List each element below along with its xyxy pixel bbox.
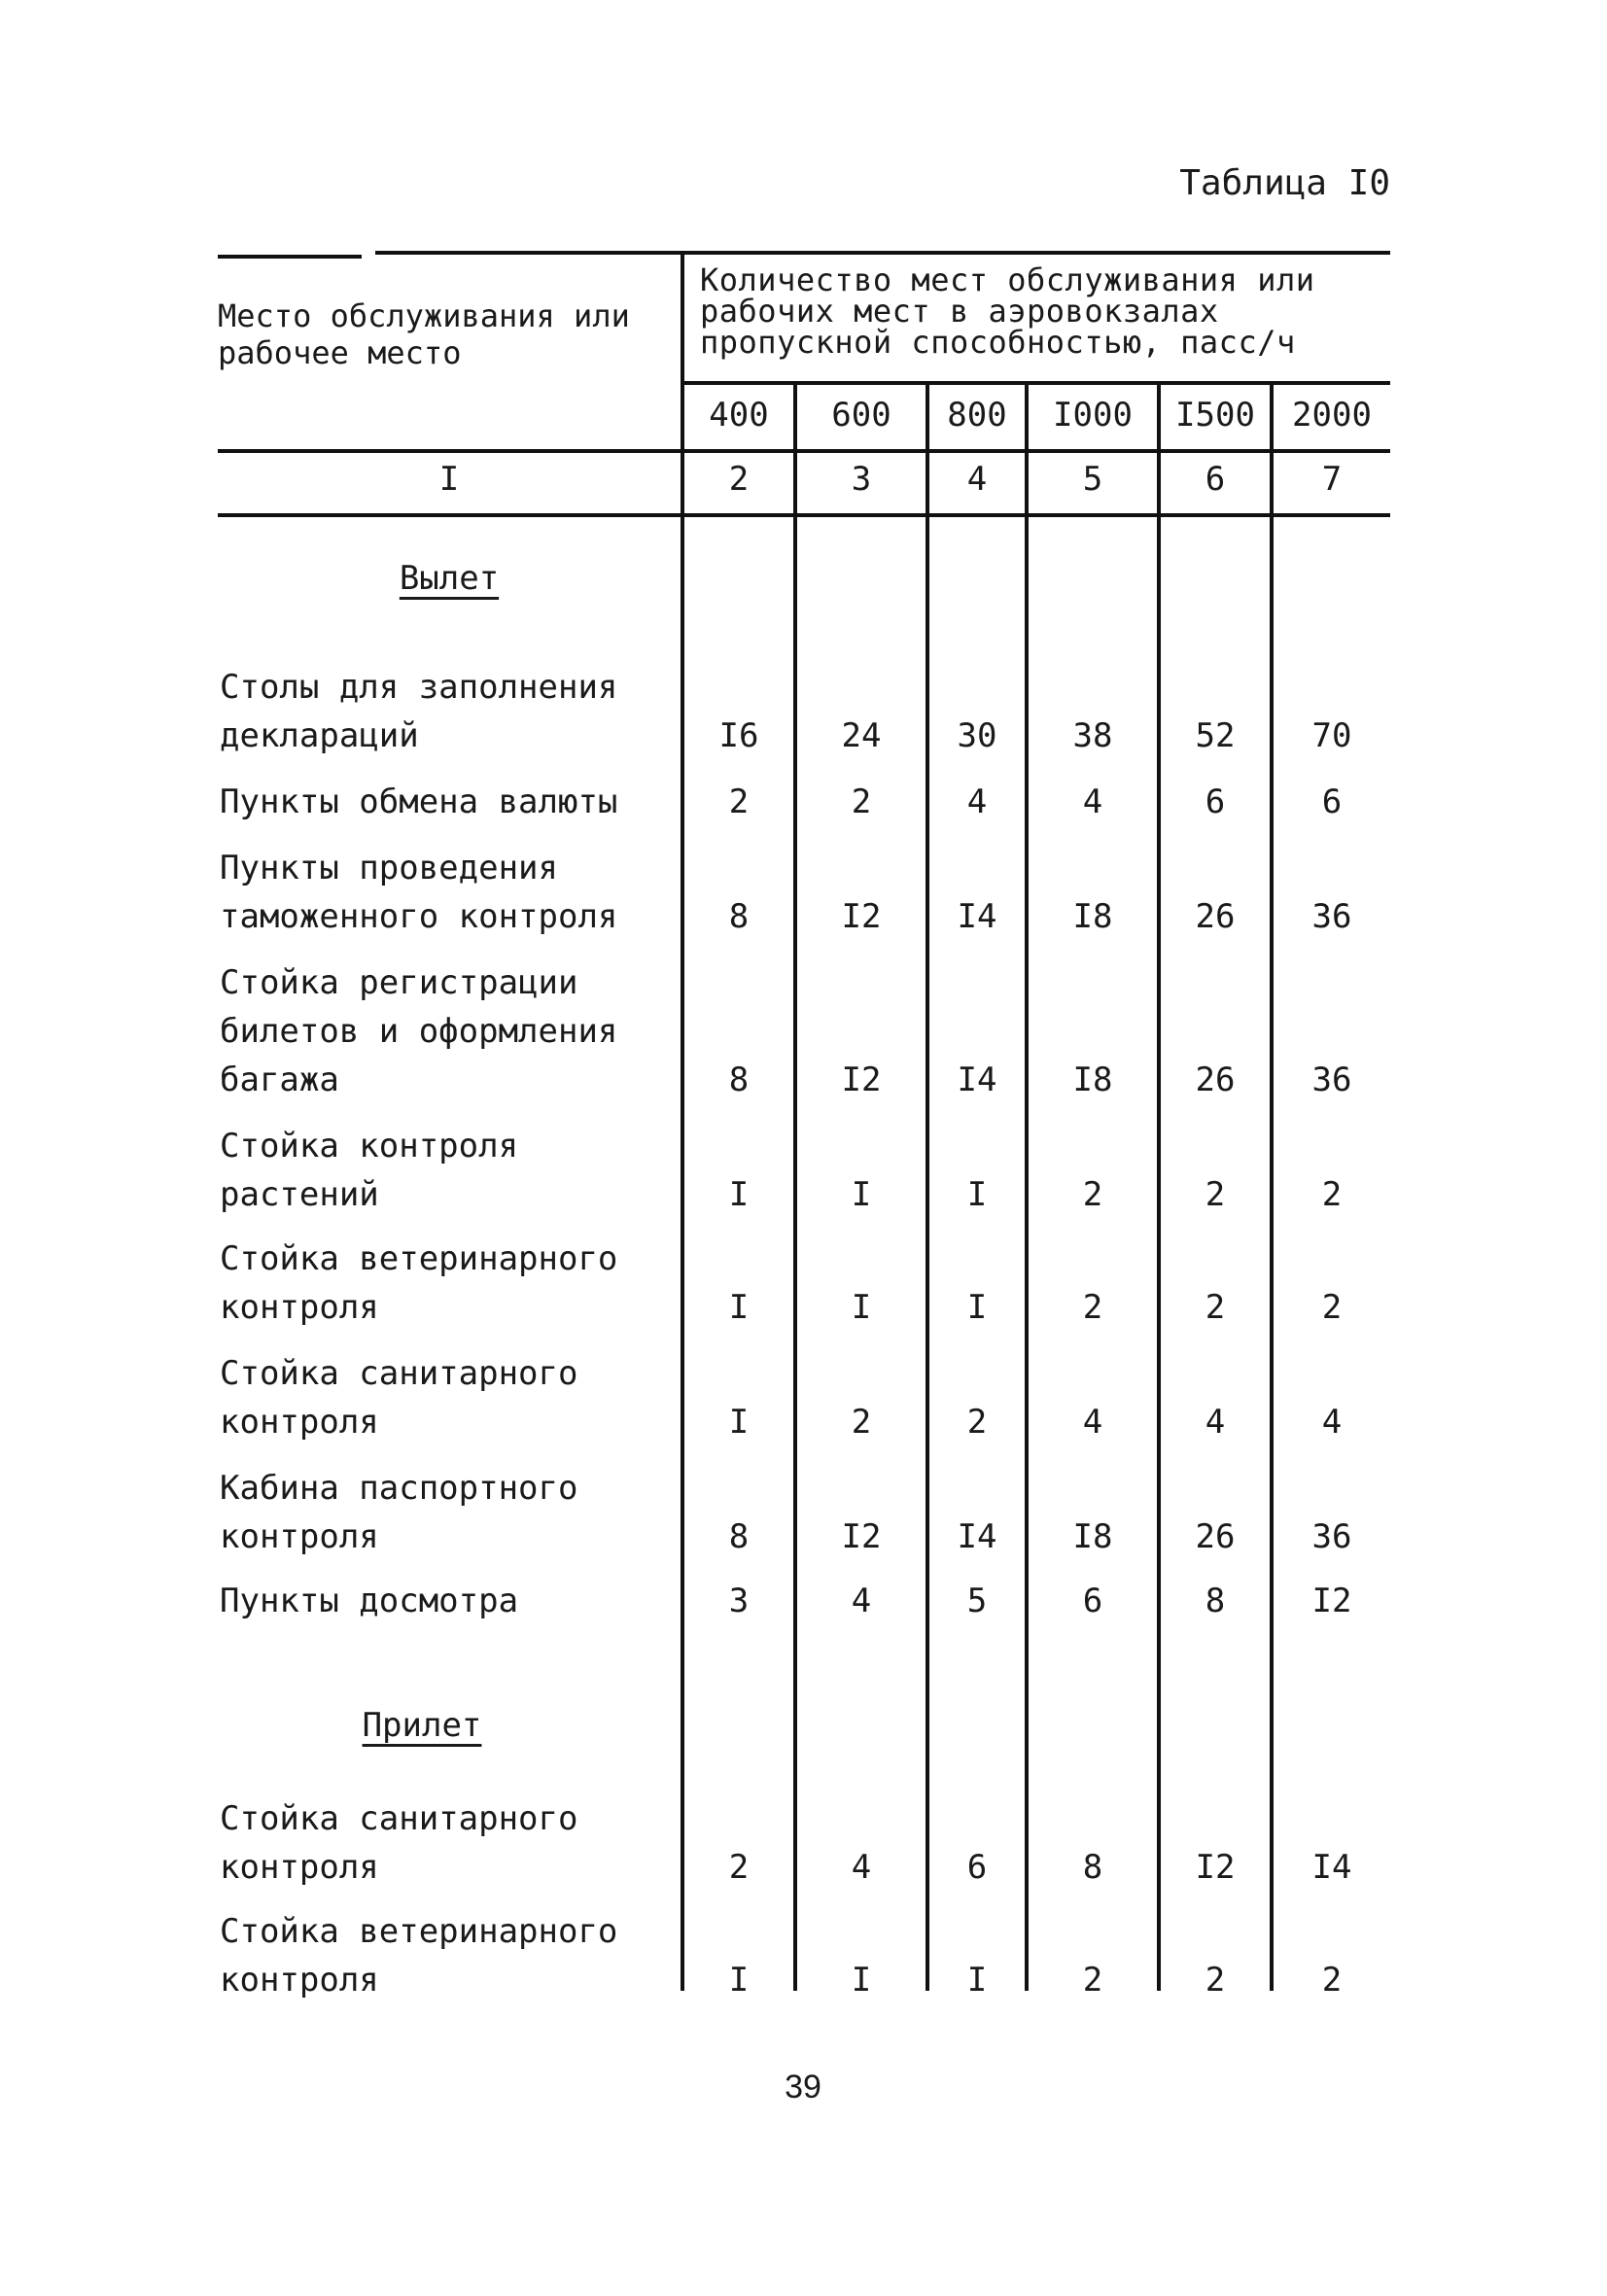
table-cell: 2: [851, 783, 872, 821]
table-cell: 4: [851, 1848, 872, 1887]
capacities-rule: [218, 449, 1390, 453]
table-cell: 70: [1311, 716, 1352, 755]
table-caption: Таблица I0: [1179, 163, 1390, 203]
table-cell: 8: [1205, 1582, 1226, 1620]
row-label: Пункты досмотра: [220, 1582, 519, 1620]
col-divider-1: [681, 251, 684, 1991]
table-cell: 2: [851, 1403, 872, 1442]
table-cell: 2: [728, 1848, 750, 1887]
table-cell: I: [966, 1175, 988, 1214]
header-sub-rule: [681, 381, 1390, 385]
capacity-400: 400: [709, 396, 769, 435]
table-cell: 8: [728, 897, 750, 936]
column-number-2: 2: [728, 460, 750, 499]
section-title-departure: Вылет: [399, 559, 500, 598]
table-cell: 4: [1082, 1403, 1103, 1442]
table-cell: 2: [1082, 1175, 1103, 1214]
row-label: Стойка контроля растений: [220, 1127, 519, 1214]
table-cell: 8: [1082, 1848, 1103, 1887]
table-cell: 36: [1311, 897, 1352, 936]
table-cell: 2: [966, 1403, 988, 1442]
table-cell: 26: [1195, 1061, 1236, 1099]
column-number-4: 4: [966, 460, 988, 499]
table-cell: 8: [728, 1517, 750, 1556]
table-cell: 4: [1205, 1403, 1226, 1442]
capacity-800: 800: [947, 396, 1007, 435]
table-cell: 24: [841, 716, 882, 755]
row-label: Пункты обмена валюты: [220, 783, 618, 821]
table-cell: I4: [957, 1517, 997, 1556]
table-cell: I: [728, 1961, 750, 2000]
table-cell: 4: [1082, 783, 1103, 821]
table-cell: 4: [851, 1582, 872, 1620]
row-label: Стойка санитарного контроля: [220, 1354, 578, 1442]
table-cell: I4: [957, 897, 997, 936]
table-cell: I: [728, 1403, 750, 1442]
table-cell: 6: [1321, 783, 1343, 821]
capacity-1500: I500: [1175, 396, 1255, 435]
table-cell: I: [851, 1961, 872, 2000]
row-label: Стойка ветеринарного контроля: [220, 1912, 618, 2000]
table-cell: I2: [1311, 1582, 1352, 1620]
table-cell: I: [851, 1288, 872, 1327]
column-number-6: 6: [1205, 460, 1226, 499]
table-cell: 2: [1205, 1288, 1226, 1327]
table-cell: 2: [1321, 1175, 1343, 1214]
table-cell: 26: [1195, 1517, 1236, 1556]
table-cell: 38: [1072, 716, 1113, 755]
row-label: Стойка санитарного контроля: [220, 1799, 578, 1887]
table-cell: 2: [1205, 1961, 1226, 2000]
column-number-5: 5: [1082, 460, 1103, 499]
table-cell: I8: [1072, 897, 1113, 936]
table-cell: 2: [1205, 1175, 1226, 1214]
table-cell: I8: [1072, 1061, 1113, 1099]
table-cell: 2: [1082, 1961, 1103, 2000]
table-cell: 8: [728, 1061, 750, 1099]
table-cell: 3: [728, 1582, 750, 1620]
top-rule-left: [218, 255, 362, 259]
table-cell: 2: [1321, 1961, 1343, 2000]
table-cell: 2: [1321, 1288, 1343, 1327]
table-cell: 26: [1195, 897, 1236, 936]
capacity-2000: 2000: [1292, 396, 1372, 435]
table-cell: I: [966, 1961, 988, 2000]
table-cell: I2: [841, 1061, 882, 1099]
row-label: Столы для заполнения деклараций: [220, 668, 618, 755]
table-cell: I: [728, 1288, 750, 1327]
column-number-1: I: [438, 460, 460, 499]
table-cell: 2: [728, 783, 750, 821]
column-numbers-rule: [218, 513, 1390, 517]
table-cell: I2: [841, 897, 882, 936]
capacity-600: 600: [831, 396, 891, 435]
row-label: Стойка регистрации билетов и оформления багажа: [220, 963, 618, 1099]
table-cell: 6: [966, 1848, 988, 1887]
table-cell: 4: [1321, 1403, 1343, 1442]
table-cell: 52: [1195, 716, 1236, 755]
page-number: 39: [785, 2069, 821, 2105]
table-cell: 30: [957, 716, 997, 755]
table-cell: I: [966, 1288, 988, 1327]
top-rule-right: [375, 251, 1390, 255]
table-cell: 6: [1082, 1582, 1103, 1620]
row-label: Кабина паспортного контроля: [220, 1469, 578, 1556]
table-cell: I: [851, 1175, 872, 1214]
table-cell: 36: [1311, 1061, 1352, 1099]
table-cell: 36: [1311, 1517, 1352, 1556]
capacity-1000: I000: [1053, 396, 1133, 435]
section-title-arrival: Прилет: [362, 1706, 482, 1745]
table-cell: I8: [1072, 1517, 1113, 1556]
table-cell: I6: [718, 716, 759, 755]
table-cell: I4: [957, 1061, 997, 1099]
table-cell: 5: [966, 1582, 988, 1620]
table-cell: I2: [841, 1517, 882, 1556]
row-label: Стойка ветеринарного контроля: [220, 1239, 618, 1327]
row-label: Пункты проведения таможенного контроля: [220, 849, 618, 936]
table-cell: 6: [1205, 783, 1226, 821]
table-cell: 4: [966, 783, 988, 821]
table-cell: I2: [1195, 1848, 1236, 1887]
header-right-label: Количество мест обслуживания или рабочих мест в аэровокзалах пропускной способностью, пасс/ч: [700, 261, 1315, 361]
header-left-label: Место обслуживания или рабочее место: [218, 297, 630, 371]
table-cell: I4: [1311, 1848, 1352, 1887]
table-cell: 2: [1082, 1288, 1103, 1327]
table-cell: I: [728, 1175, 750, 1214]
column-number-3: 3: [851, 460, 872, 499]
column-number-7: 7: [1321, 460, 1343, 499]
